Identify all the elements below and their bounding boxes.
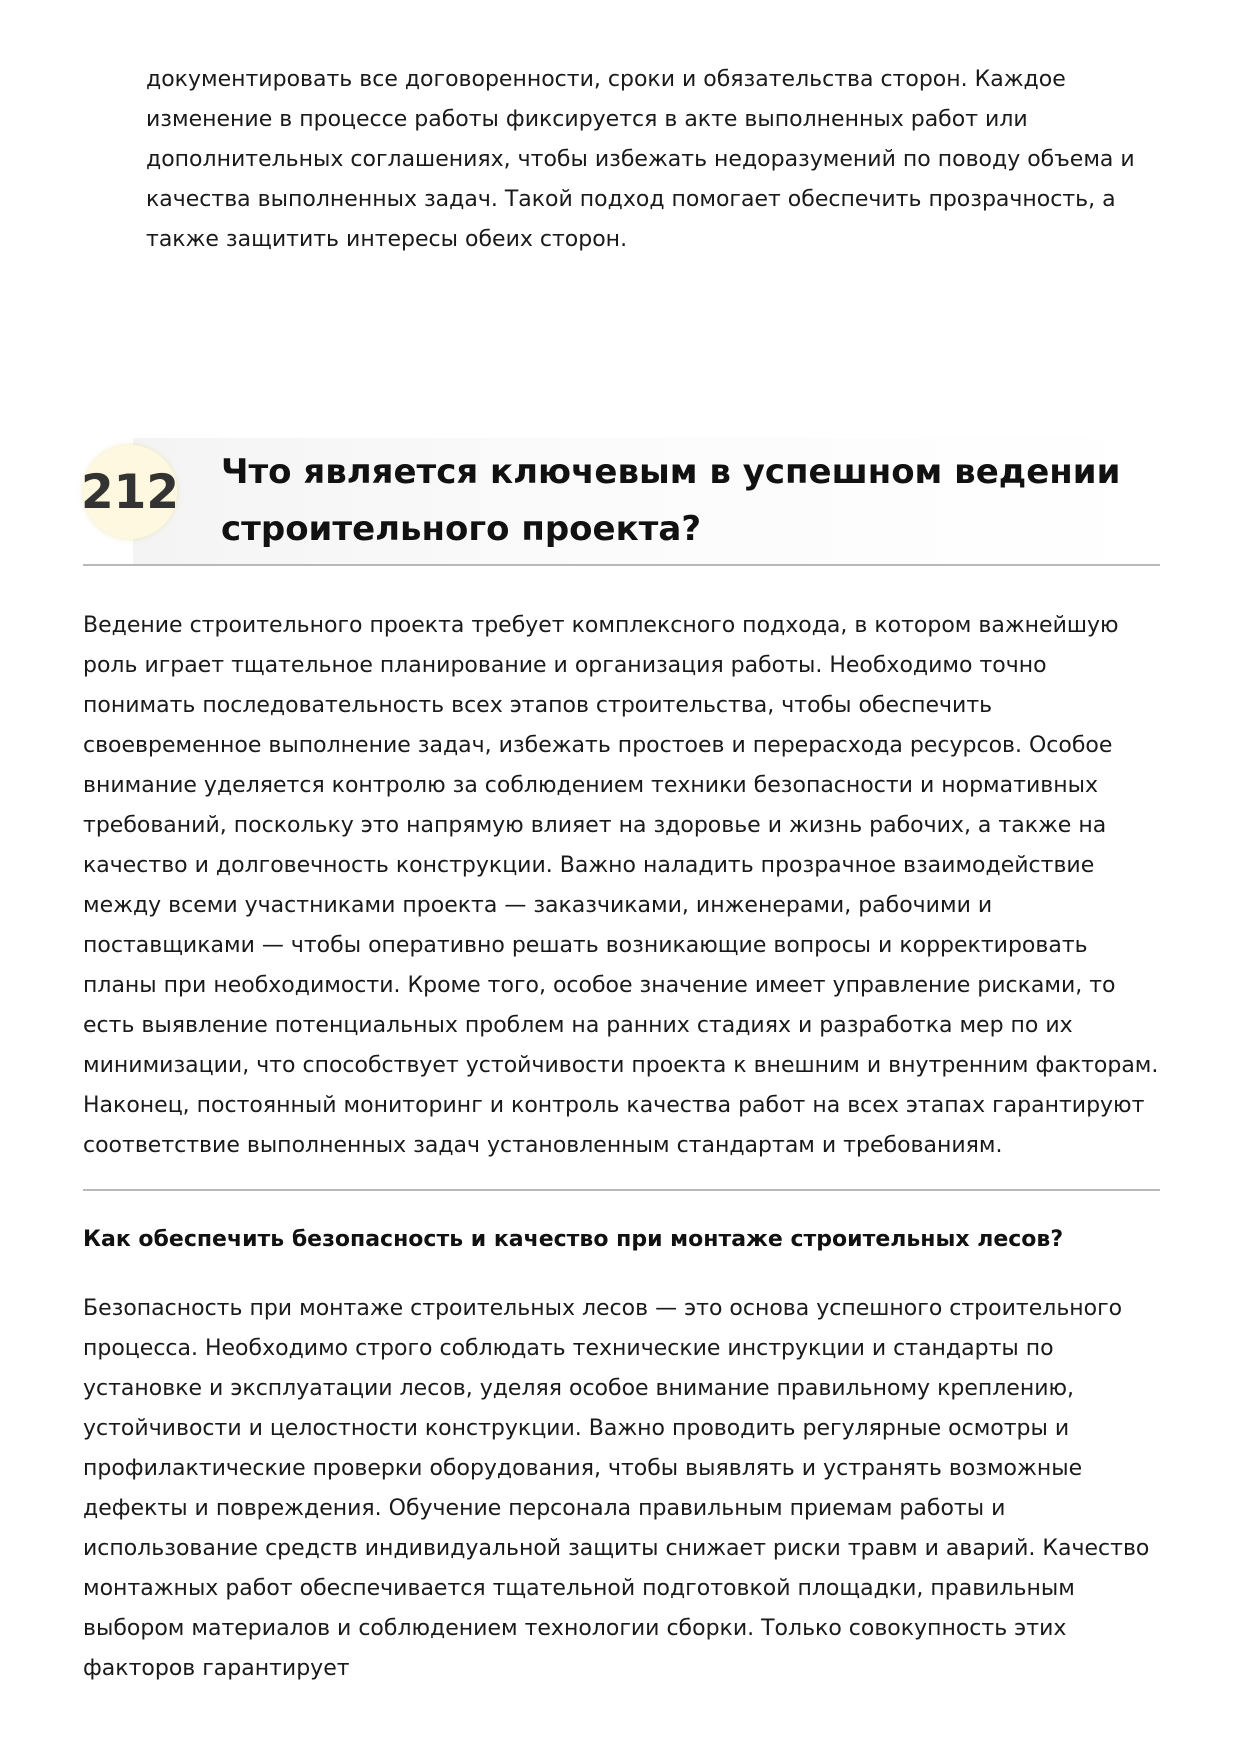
intro-paragraph: документировать все договоренности, сроки и обязательства сторон. Каждое изменение в процессе работы фиксируется в акте выполненных работ или дополнительных соглашениях, чтобы избежать недоразумений по поводу объема и качества выполненных задач. Такой подход помогает обеспечить прозрачность, а также защитить интересы обеих сторон.	[146, 67, 1135, 252]
question-title: Что является ключевым в успешном ведении строительного проекта?	[221, 452, 1121, 549]
question-header	[80, 438, 1160, 566]
sub-question-title: Как обеспечить безопасность и качество при монтаже строительных лесов?	[83, 1227, 1064, 1252]
question-answer-paragraph: Ведение строительного проекта требует комплексного подхода, в котором важнейшую роль играет тщательное планирование и организация работы. Необходимо точно понимать последовательность всех этапов строительства, чтобы обеспечить своевременное выполнение задач, избежать простоев и перерасхода ресурсов. Особое внимание уделяется контролю за соблюдением техники безопасности и нормативных требований, поскольку это напрямую влияет на здоровье и жизнь рабочих, а также на качество и долговечность конструкции. Важно наладить прозрачное взаимодействие между всеми участниками проекта — заказчиками, инженерами, рабочими и поставщиками — чтобы оперативно решать возникающие вопросы и корректировать планы при необходимости. Кроме того, особое значение имеет управление рисками, то есть выявление потенциальных проблем на ранних стадиях и разработка мер по их минимизации, что способствует устойчивости проекта к внешним и внутренним факторам. Наконец, постоянный мониторинг и контроль качества работ на всех этапах гарантируют соответствие выполненных задач установленным стандартам и требованиям.	[83, 613, 1159, 1158]
question-number-badge: 212	[83, 445, 177, 539]
section-divider	[83, 1189, 1160, 1191]
sub-question-answer-paragraph: Безопасность при монтаже строительных лесов — это основа успешного строительного процесса. Необходимо строго соблюдать технические инструкции и стандарты по установке и эксплуатации лесов, уделяя особое внимание правильному креплению, устойчивости и целостности конструкции. Важно проводить регулярные осмотры и профилактические проверки оборудования, чтобы выявлять и устранять возможные дефекты и повреждения. Обучение персонала правильным приемам работы и использование средств индивидуальной защиты снижает риски травм и аварий. Качество монтажных работ обеспечивается тщательной подготовкой площадки, правильным выбором материалов и соблюдением технологии сборки. Только совокупность этих факторов гарантирует	[83, 1296, 1150, 1681]
